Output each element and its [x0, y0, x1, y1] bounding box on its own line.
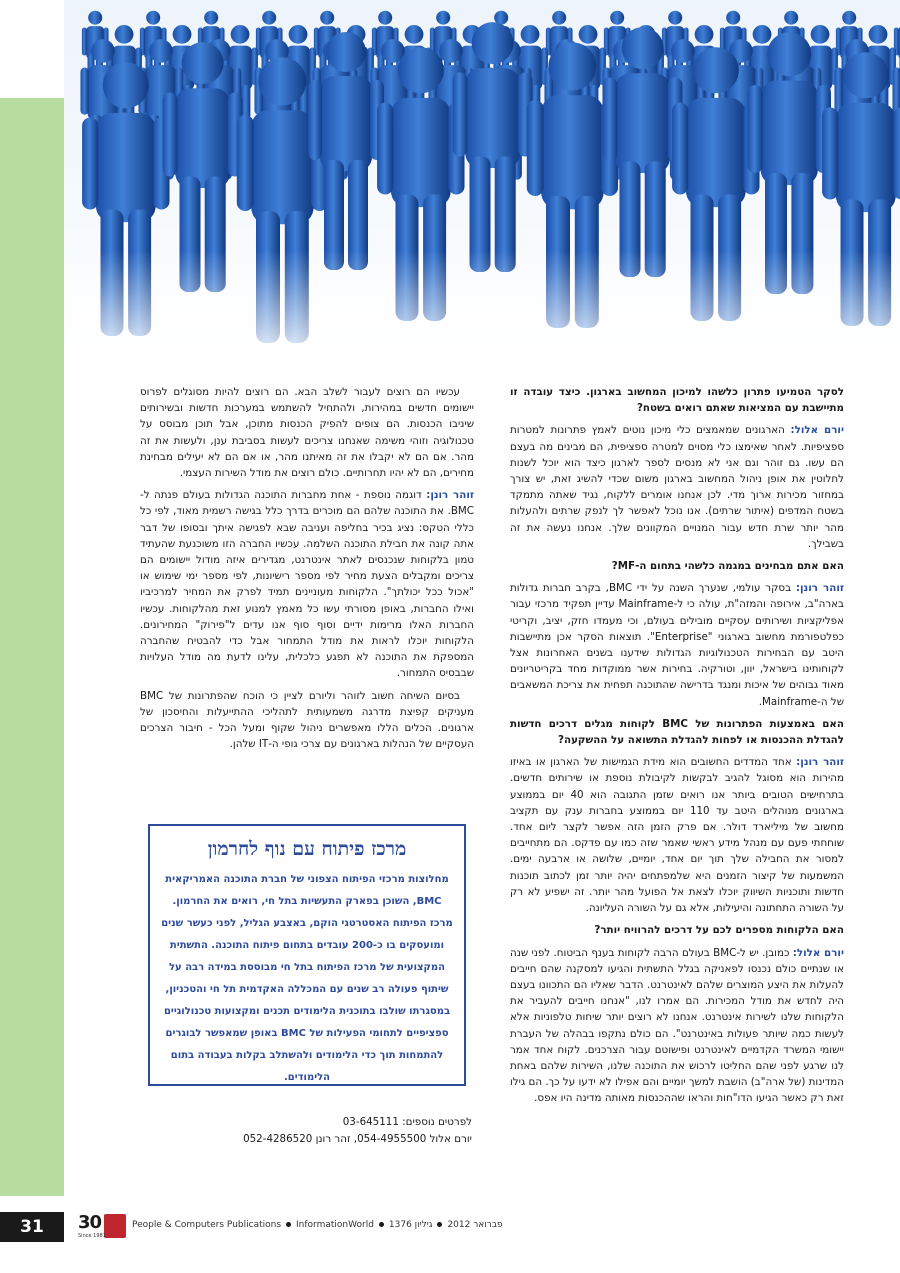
interview-answer [510, 754, 844, 916]
speaker-name: זוהר רונן: [426, 489, 474, 502]
publisher-logo-number: 30 [78, 1212, 102, 1233]
paragraph-text: עכשיו הם רוצים לעבור לשלב הבא. הם רוצים להיות מסוגלים לפרוס יישומים חדשים במהירות, ולהתחיל להשתמש במערכות חדשות ובשירותים שיניבו הכנסות. הם צופים להפיק הכנסות מתוכן, אבל תוכן מבוסס על טכנולוגיה וזוהי משימה שאנחנו צריכים לעשות בסביבת ענן, ולעשות את זה מהר. אם הם לא יקבלו את זה מאיתנו מהר, או אם הם לא יעילים מבחינת מחירים, הם לא יהיו תחרותיים. כולם רוצים את מודל השירות העצמי. [140, 386, 474, 480]
paragraph-text: בסיום השיחה חשוב לזוהר וליורם לציין כי הוכח שהפתרונות של BMC מעניקים קפיצת מדרגה משמעותית לתהליכי ההתייעלות והחיסכון של ארגונים. הכלים הללו מאפשרים ניהול שקוף ומעל הכל - חיבור הצרכים העסקיים של הנהלות בארגונים עם צרכי גופי ה-IT שלהן. [140, 689, 474, 751]
article-paragraph [140, 384, 474, 481]
crowd-illustration [64, 0, 900, 370]
answer-text: אחד המדדים החשובים הוא מידת הגמישות של הארגון או באיזו מהירות הוא מסוגל להגיב לבקשות לקיבולת נוספת או שירותים חדשים. בתרחישים הטובים ביותר אנו רואים שזמן התגובה הוא 40 יום בממוצע בארגונים מנוהלים היטב עד 110 יום בממוצע בחברות ענק עם תקציב מחשוב של מיליארד דולר. אם פרק הזמן הזה אפשר לקצר ליום אחד. שוחחתי פעם עם מנהל מידע ראשי שאמר שזה כמו עם פדקס. הם מתחייבים למסור את החבילה שלך תוך יום אחד, יומיים, שלושה או ארבעה ימים. המשמעות של קיצור הזמנים היא שלמפתחים יהיה יותר זמן לכתוב תוכנות חדשות ותוכניות השיווק יוכלו לצאת אל הפועל מהר יותר. זה ישפיע לא רק על השורה התחתונה והיעילות, אלא גם על השורה העליונה. [510, 756, 844, 915]
interview-question: האם אתם מבחינים במגמה כלשהי בתחום ה-MF? [611, 560, 844, 573]
sidebar-box [148, 824, 466, 1086]
green-margin-strip [0, 98, 64, 1196]
bullet-icon [286, 1222, 291, 1227]
contact-line-1: לפרטים נוספים: 03-645111 [342, 1116, 472, 1128]
speaker-name: זוהר רונן: [796, 756, 844, 769]
speaker-name: יורם אלול: [792, 946, 844, 959]
answer-text: כמובן. יש ל-BMC בעולם הרבה לקוחות בענף הביטוח. לפני שנה או שנתיים כולם נכנסו לפאניקה בגלל התשתית והגיעו למסקנה שהם חייבים להעלות את היצע המוצרים שלהם לאינטרנט. הדבר שאליו הם התכוונו בעצם היה לחדש את מודל המכירות. הם אמרו לנו, "אנחנו חייבים להעביר את הלקוחות שלנו לשירות אינטרנט. אנחנו לא רוצים יותר שיחות טלפוניות אלא לעשות כמה שיותר פעולות באינטרנט". הם כולם נתקפו בבהלה של העברת יישומי המשרד הקדמיים לאינטרנט ופישוטם עבור הצרכנים. לקוח אחד אמר לנו שרגע לפני שהם החליטו לרכוש את התוכנה שלנו, השירות שלהם באחת המדינות (של ארה"ב) הושבת למשך יומיים והם אפילו לא ידעו על כך. הם גילו זאת רק כאשר הגיעו הדו"חות והראו שההכנסות מאותה מדינה היו אפס. [510, 946, 844, 1105]
speaker-name: יורם אלול: [790, 424, 844, 437]
hero-image [64, 0, 900, 370]
interview-answer [510, 580, 844, 710]
bullet-icon [379, 1222, 384, 1227]
interview-question: האם באמצעות הפתרונות של BMC לקוחות מגלים דרכים חדשות להגדלת ההכנסות או לפחות להגדלת התשואה על ההשקעה? [510, 717, 844, 747]
sidebar-box-text: מחלוצות מרכזי הפיתוח הצפוני של חברת התוכנה האמריקאית BMC, השוכן בפארק התעשיות בתל חי, רואים את החרמון. מרכז הפיתוח האסטרטגי הוקם, באצבע הגליל, לפני כעשר שנים ומועסקים בו כ-200 עובדים בתחום פיתוח התוכנה. התשתית המקצועית של מרכז הפיתוח בתל חי מבוססת במידה רבה על שיתוף פעולה רב שנים עם המכללה האקדמית תל חי והטכניון, במסגרתו שולבו בתוכנית הלימודים תכנים ומקצועות טכנולוגיים ספציפיים לתחומי הפעילות של BMC באופן שמאפשר לבוגרים להתמחות תוך כדי הלימודים ולהשתלב בקלות בעבודה בתום הלימודים. [161, 874, 453, 1083]
article-right-column [510, 384, 844, 1113]
article-paragraph [140, 487, 474, 681]
logo-since: Since 1981 [78, 1233, 106, 1239]
footer-date: פברואר 2012 [447, 1220, 503, 1230]
sidebar-box-title: מרכז פיתוח עם נוף לחרמון [207, 838, 407, 860]
footer-publisher: People & Computers Publications [132, 1220, 282, 1230]
speaker-name: זוהר רונן: [795, 582, 844, 595]
contact-info [200, 1114, 472, 1148]
bullet-icon [437, 1222, 442, 1227]
publisher-logo-icon [104, 1214, 126, 1238]
contact-line-2: יורם אלול 054-4955500, זהר רונן 052-4286520 [243, 1133, 472, 1145]
interview-answer [510, 945, 844, 1107]
answer-text: בסקר עולמי, שנערך השנה על ידי BMC, בקרב חברות גדולות בארה"ב, אירופה והמזה"ת, עולה כי ל-Mainframe עדיין תפקיד מרכזי עבור אפליקציות ושירותים עסקיים מובילים בעולם, וכי מעמדו חזק, יציב, וקריטי כפלטפורמת מחשוב בארגוני "Enterprise". תוצאות הסקר אכן מתיישבות היטב עם הבחירות הטכנולוגיות הגדולות שידענו בשנים האחרונות אצל לקוחותינו בישראל, יוון, וטורקיה. בחירות אשר ממוקדות מחד בקריטריונים מאוד גבוהים של איכות ומנגד בדרישה שהתוכנה תפחית את צריכת המשאבים של ה-Mainframe. [510, 582, 844, 708]
interview-question: לסקר הטמיעו פתרון כלשהו למיכון המחשוב בארגון. כיצד עובדה זו מתיישבת עם המציאות שאתם רואים בשטח? [510, 386, 844, 415]
interview-answer [510, 422, 844, 552]
footer-line [132, 1220, 503, 1230]
answer-text: הארגונים שמאמצים כלי מיכון נוטים לאמץ פתרונות למטרות ספציפיות. לאחר שאימצו כלי מסוים למטרה ספציפית, הם מבינים מה בעצם הם עשו. גם זוהר וגם אני לא מנסים לספר לארגון כיצד הוא יוכל לשנות לחלוטין את אופן ניהול המחשוב בארגון משום שכדי להשיג זאת, יש צורך במחזור מכירות ארוך מדי. לכן אנחנו אומרים ללקוח, נגיד שאתה מתמקד בשטח המדפים (איתור שרתים). אנו נוכל לאפשר לך לנפק שרתים ולהעלות מהר יותר שרת חדש עבור המנויים המקוונים שלך. אנחנו נעשה את זה בשבילך. [510, 424, 844, 550]
article-paragraph [140, 688, 474, 753]
footer-magazine: InformationWorld [296, 1220, 374, 1230]
paragraph-text: דוגמה נוספת - אחת מחברות התוכנה הגדולות בעולם פנתה ל-BMC. את התוכנה שלהם הם מוכרים בדרך כלל בגישה רשמית מאוד, לפי כל כללי הטקס: נציג בכיר בחליפה ועניבה שבא לפגישה איתך ובסופו של דבר אתה קונה את חבילת התוכנה השלמה. עכשיו החברה הזו משוכנעת שהעתיד טמון בלקוחות שנכנסים לאתר אינטרנט, מגדירים איזה מודול יישומים הם צריכים ומקבלים הצעת מחיר לפי מספר רישיונות, לפי מספר ימי שימוש או "אכול ככל יכולתך". הלקוחות מעוניינים תמיד לפרק את המחיר למרכיביו ואילו החברות, באופן מסורתי עשו כל מאמץ למנוע זאת מהלקוחות. עכשיו החברות האלו מרימות ידיים וסוף סוף אנו עדים ל"פירוק" המחירונים. הלקוחות יוכלו לראות את מודל התמחור אבל כדי להבטיח שהחברה המספקת את התוכנה לא תפגע כלכלית, עלינו לדעת מה מודל העלויות שבבסיס התמחור. [140, 489, 474, 680]
page-footer [0, 1212, 900, 1242]
article-left-column [140, 384, 474, 758]
footer-issue: גיליון 1376 [388, 1220, 433, 1230]
interview-question: האם הלקוחות מספרים לכם על דרכים להרוויח יותר? [594, 924, 844, 937]
page-number: 31 [0, 1212, 64, 1242]
